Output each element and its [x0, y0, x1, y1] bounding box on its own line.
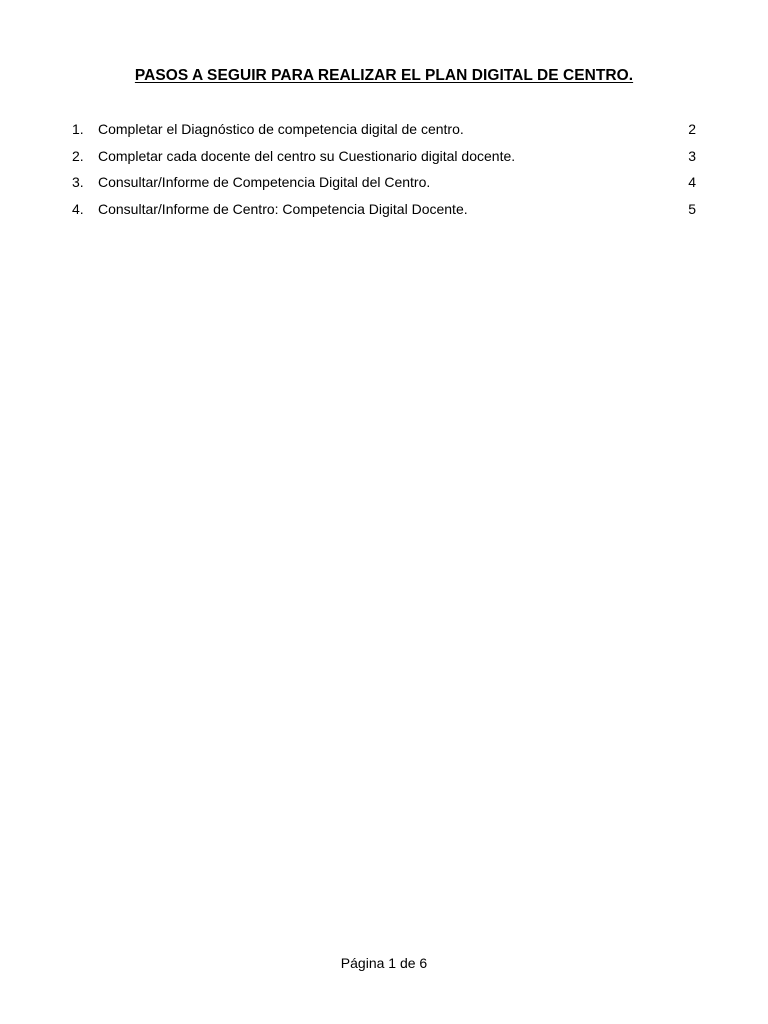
toc-item-number: 2.	[72, 147, 84, 164]
toc-item	[72, 119, 696, 146]
toc-item-text: Consultar/Informe de Centro: Competencia Digital Docente.	[98, 201, 468, 218]
toc-item-text: Completar cada docente del centro su Cuestionario digital docente.	[98, 147, 516, 164]
toc-item	[72, 199, 696, 226]
toc-item-number: 4.	[72, 201, 84, 218]
toc-item-number: 1.	[72, 121, 84, 137]
toc-item-page: 2	[688, 121, 696, 137]
toc-item-text: Consultar/Informe de Competencia Digital del Centro.	[98, 174, 431, 191]
table-of-contents	[72, 119, 696, 226]
toc-item	[72, 172, 696, 199]
toc-item	[72, 146, 696, 173]
toc-item-number: 3.	[72, 174, 84, 191]
toc-item-page: 3	[688, 147, 696, 164]
page-footer: Página 1 de 6	[340, 955, 428, 971]
document-title: PASOS A SEGUIR PARA REALIZAR EL PLAN DIGITAL DE CENTRO.	[134, 67, 634, 84]
toc-item-page: 5	[688, 201, 696, 218]
toc-item-page: 4	[688, 174, 696, 191]
toc-item-text: Completar el Diagnóstico de competencia digital de centro.	[98, 121, 464, 137]
